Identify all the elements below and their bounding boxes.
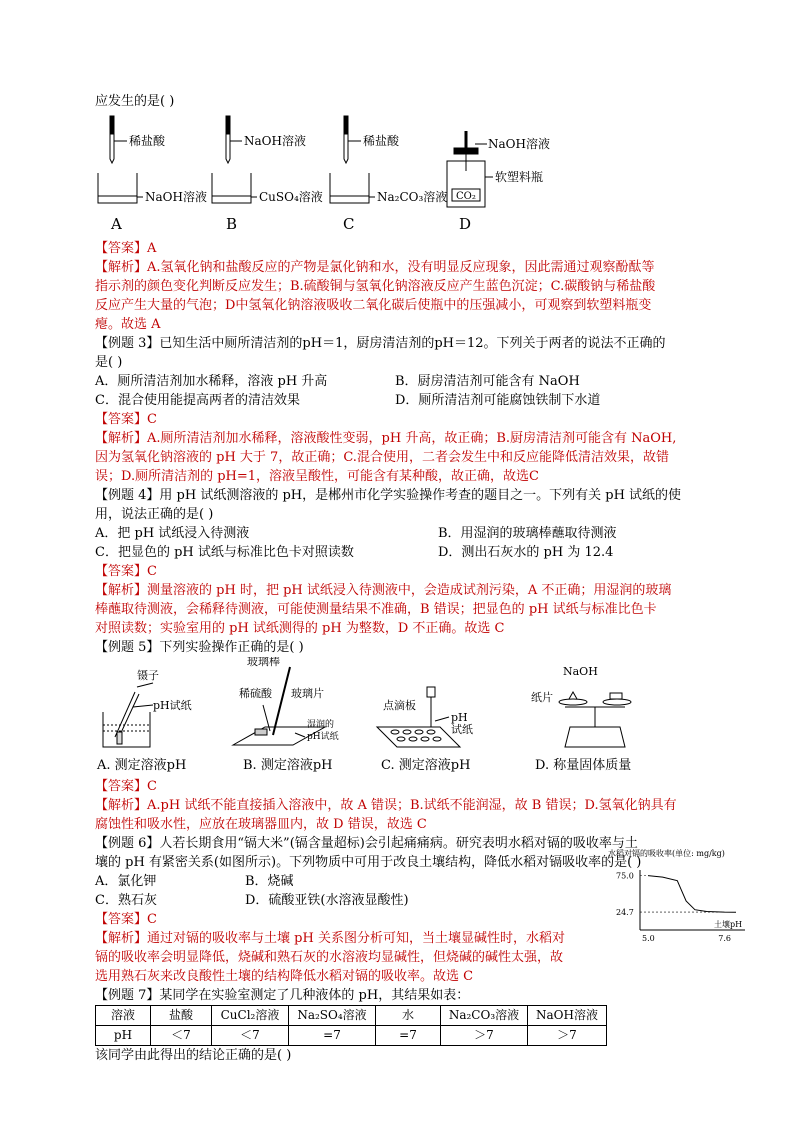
- analysis-tag: 【解析】: [95, 798, 148, 813]
- table-row: [96, 1006, 607, 1026]
- table-cell: =7: [376, 1026, 441, 1046]
- analysis-tag: 【解析】: [95, 583, 148, 598]
- table-cell: =7: [289, 1026, 376, 1046]
- x-tick-label: 7.6: [718, 934, 732, 943]
- table-cell: NaOH溶液: [528, 1006, 607, 1026]
- analysis-line: 选用熟石灰来改良酸性土壤的结构降低水稻对镉的吸收率。故选 C: [95, 969, 474, 984]
- example-tag: 【例题 5】: [95, 640, 160, 655]
- apparatus-figure: [95, 111, 705, 239]
- table-cell: Na₂SO₄溶液: [289, 1006, 376, 1026]
- table-cell: ＜7: [151, 1026, 212, 1046]
- table-cell: CuCl₂溶液: [212, 1006, 289, 1026]
- analysis-line: 腐蚀性和吸水性，应放在玻璃器皿内，故 D 错误，故选 C: [95, 817, 427, 832]
- label-ph-paper: pH试纸: [153, 699, 192, 712]
- answer-value: C: [147, 412, 157, 427]
- answer-value: C: [147, 564, 157, 579]
- label-spot-plate: 点滴板: [383, 699, 416, 712]
- caption-c: C. 测定溶液pH: [381, 758, 471, 773]
- y-tick-label: 75.0: [616, 871, 634, 881]
- table-cell: Na₂CO₃溶液: [441, 1006, 528, 1026]
- label-d-top: NaOH溶液: [488, 137, 550, 151]
- analysis-line: A.pH 试纸不能直接插入溶液中，故 A 错误；B.试纸不能润湿，故 B 错误；D.氢氧化钠具有: [147, 798, 677, 813]
- answer-value: A: [147, 241, 157, 256]
- apparatus-drawing: [95, 111, 565, 239]
- caption-b: B. 测定溶液pH: [243, 758, 333, 773]
- example-tag: 【例题 3】: [95, 336, 160, 351]
- option-d: D．硫酸亚铁(水溶液显酸性): [245, 893, 409, 908]
- label-ph-c: pH: [451, 711, 468, 724]
- caption-a: A. 测定溶液pH: [97, 758, 187, 773]
- label-b-top: NaOH溶液: [244, 134, 306, 148]
- label-b-bottom: CuSO₄溶液: [259, 190, 323, 204]
- label-naoh: NaOH: [563, 665, 598, 678]
- analysis-tag: 【解析】: [95, 431, 148, 446]
- label-a-bottom: NaOH溶液: [145, 190, 207, 204]
- option-a: A．把 pH 试纸浸入待测液: [95, 526, 250, 541]
- label-glass-plate: 玻璃片: [291, 687, 324, 700]
- x-tick-label: 5.0: [642, 934, 655, 943]
- operation-drawing: [95, 657, 695, 777]
- question-stem: 用 pH 试纸测溶液的 pH，是郴州市化学实验操作考查的题目之一。下列有关 pH 试纸的使: [159, 488, 682, 503]
- analysis-line: 通过对镉的吸收率与土壤 pH 关系图分析可知，当土壤显碱性时，水稻对: [147, 931, 565, 946]
- option-c: C．混合使用能提高两者的清洁效果: [95, 393, 300, 408]
- option-a: A．厕所清洁剂加水稀释，溶液 pH 升高: [95, 374, 328, 389]
- analysis-tag: 【解析】: [95, 931, 148, 946]
- analysis-line: 棒蘸取待测液，会稀释待测液，可能使测量结果不准确，B 错误；把显色的 pH 试纸与标准比色卡: [95, 602, 657, 617]
- analysis-line: 对照读数；实验室用的 pH 试纸测得的 pH 为整数，D 不正确。故选 C: [95, 621, 505, 636]
- label-d-side: 软塑料瓶: [495, 170, 544, 184]
- question-stem: 某同学在实验室测定了几种液体的 pH，其结果如表：: [159, 988, 470, 1003]
- analysis-line: 镉的吸收率会明显降低，烧碱和熟石灰的水溶液均显碱性，但烧碱的碱性太强，故: [95, 950, 564, 965]
- label-tweezers: 镊子: [137, 669, 159, 682]
- option-c: C．熟石灰: [95, 893, 157, 908]
- table-cell: 水: [376, 1006, 441, 1026]
- question-stem: 用，说法正确的是( ): [95, 507, 214, 522]
- analysis-line: A.厕所清洁剂加水稀释，溶液酸性变弱，pH 升高，故正确；B.厨房清洁剂可能含有 NaOH,: [147, 431, 677, 446]
- analysis-line: 指示剂的颜色变化判断反应发生；B.硫酸铜与氢氧化钠溶液反应产生蓝色沉淀；C.碳酸钠与稀盐酸: [95, 279, 656, 294]
- caption-d: D. 称量固体质量: [535, 758, 632, 773]
- chart-title: 水稻对镉的吸收率(单位: mg/kg): [608, 849, 725, 858]
- y-tick-label: 24.7: [616, 908, 634, 918]
- table-cell: ＞7: [441, 1026, 528, 1046]
- analysis-line: 反应产生大量的气泡；D中氢氧化钠溶液吸收二氧化碳后使瓶中的压强减小，可观察到软塑料瓶变: [95, 298, 652, 313]
- answer-value: C: [147, 779, 157, 794]
- question-stem: 人若长期食用“镉大米”(镉含量超标)会引起痛痛病。研究表明水稻对镉的吸收率与土: [159, 836, 638, 851]
- label-glass-rod: 玻璃棒: [247, 657, 280, 668]
- option-b: B．烧碱: [245, 874, 294, 889]
- question-stem: 已知生活中厕所清洁剂的pH＝1，厨房清洁剂的pH＝12。下列关于两者的说法不正确的: [159, 336, 666, 351]
- option-a: A．氯化钾: [95, 874, 157, 889]
- option-b: B．用湿润的玻璃棒蘸取待测液: [438, 526, 617, 541]
- question-intro: 应发生的是( ): [95, 94, 175, 109]
- x-axis-label: 土壤pH: [714, 920, 743, 929]
- letter-c: C: [343, 215, 355, 233]
- option-d: D．测出石灰水的 pH 为 12.4: [438, 545, 614, 560]
- letter-a: A: [111, 215, 122, 233]
- example-tag: 【例题 7】: [95, 988, 160, 1003]
- table-cell: 溶液: [96, 1006, 151, 1026]
- operation-figure: [95, 657, 705, 777]
- example-tag: 【例题 6】: [95, 836, 160, 851]
- option-d: D．厕所清洁剂可能腐蚀铁制下水道: [395, 393, 601, 408]
- example-tag: 【例题 4】: [95, 488, 160, 503]
- cadmium-absorption-chart: [600, 846, 750, 944]
- analysis-line: A.氢氧化钠和盐酸反应的产物是氯化钠和水，没有明显反应现象，因此需通过观察酚酞等: [147, 260, 655, 275]
- analysis-line: 因为氢氧化钠溶液的 pH 大于 7，故正确；C.混合使用，二者会发生中和反应能降低清洁效果，故错: [95, 450, 669, 465]
- label-a-top: 稀盐酸: [129, 134, 166, 148]
- series-line: [648, 876, 736, 913]
- answer-tag: 【答案】: [95, 564, 148, 579]
- table-cell: ＜7: [212, 1026, 289, 1046]
- label-dilute-acid: 稀硫酸: [239, 687, 272, 700]
- table-cell: 盐酸: [151, 1006, 212, 1026]
- table-cell: ＞7: [528, 1026, 607, 1046]
- option-c: C．把显色的 pH 试纸与标准比色卡对照读数: [95, 545, 354, 560]
- question-stem: 壤的 pH 有紧密关系(如图所示)。下列物质中可用于改良土壤结构，降低水稻对镉吸收率的是( ): [95, 855, 642, 870]
- label-c-bottom: Na₂CO₃溶液: [377, 190, 448, 204]
- analysis-line: 瘪。故选 A: [95, 317, 161, 332]
- answer-tag: 【答案】: [95, 912, 148, 927]
- label-c-top: 稀盐酸: [363, 134, 400, 148]
- label-paper-c: 试纸: [451, 723, 473, 736]
- answer-tag: 【答案】: [95, 412, 148, 427]
- question-stem: 该同学由此得出的结论正确的是( ): [95, 1048, 292, 1063]
- question-stem: 是( ): [95, 355, 123, 370]
- label-ph-paper-b: pH试纸: [307, 732, 339, 742]
- analysis-line: 测量溶液的 pH 时，把 pH 试纸浸入待测液中，会造成试剂污染，A 不正确；用湿润的玻璃: [147, 583, 672, 598]
- answer-tag: 【答案】: [95, 779, 148, 794]
- answer-value: C: [147, 912, 157, 927]
- letter-d: D: [459, 215, 472, 233]
- question-stem: 下列实验操作正确的是( ): [159, 640, 304, 655]
- label-d-inner: CO₂: [456, 191, 476, 202]
- table-cell: pH: [96, 1026, 151, 1046]
- answer-tag: 【答案】: [95, 241, 148, 256]
- analysis-line: 误；D.厕所清洁剂的 pH=1，溶液呈酸性，可能含有某种酸，故正确，故选C: [95, 469, 539, 484]
- letter-b: B: [226, 215, 238, 233]
- label-wet: 湿润的: [307, 720, 335, 730]
- table-row: [96, 1026, 607, 1046]
- ph-table: [95, 1005, 607, 1046]
- option-b: B．厨房清洁剂可能含有 NaOH: [395, 374, 580, 389]
- label-paper-sheet: 纸片: [531, 691, 553, 704]
- analysis-tag: 【解析】: [95, 260, 148, 275]
